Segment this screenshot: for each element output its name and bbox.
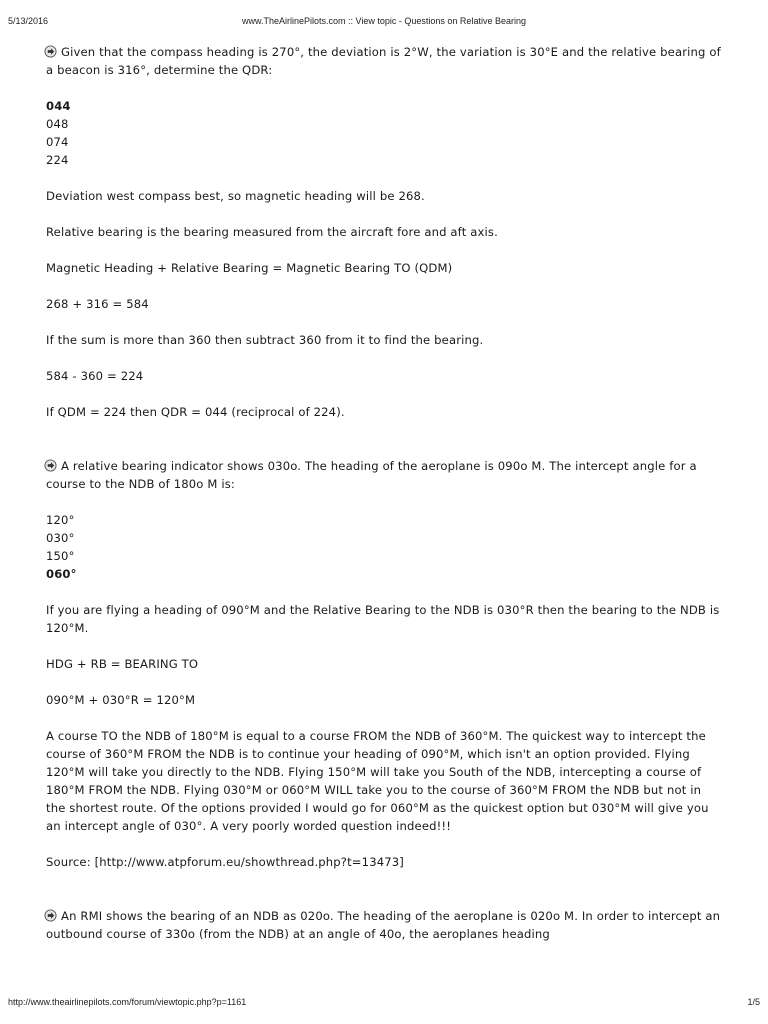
option: 224 <box>46 153 69 167</box>
question-3 <box>46 907 721 943</box>
explanation-line: 090°M + 030°R = 120°M <box>46 693 196 707</box>
source-line: Source: [http://www.atpforum.eu/showthread.php?t=13473] <box>46 855 404 869</box>
option: 150° <box>46 549 75 563</box>
explanation-line: Relative bearing is the bearing measured from the aircraft fore and aft axis. <box>46 225 498 239</box>
post-arrow-icon[interactable] <box>44 909 57 922</box>
question-3-text: An RMI shows the bearing of an NDB as 020o. The heading of the aeroplane is 020o M. In order to intercept an outbound course of 330o (from the NDB) at an angle of 40o, the aeroplanes heading <box>46 909 721 941</box>
page-title: www.TheAirlinePilots.com :: View topic - Questions on Relative Bearing <box>242 16 526 26</box>
post-arrow-icon[interactable] <box>44 459 57 472</box>
option: 030° <box>46 531 75 545</box>
question-1-options <box>46 97 721 169</box>
post-content <box>46 43 721 943</box>
explanation-line: If QDM = 224 then QDR = 044 (reciprocal of 224). <box>46 405 345 419</box>
option: 120° <box>46 513 75 527</box>
explanation-line: Magnetic Heading + Relative Bearing = Magnetic Bearing TO (QDM) <box>46 261 453 275</box>
option-correct: 044 <box>46 99 71 113</box>
explanation-line: HDG + RB = BEARING TO <box>46 657 199 671</box>
option-correct: 060° <box>46 567 77 581</box>
question-1-text: Given that the compass heading is 270°, the deviation is 2°W, the variation is 30°E and the relative bearing of a beacon is 316°, determine the QDR: <box>46 45 721 77</box>
explanation-paragraph: A course TO the NDB of 180°M is equal to a course FROM the NDB of 360°M. The quickest way to intercept the course of 360°M FROM the NDB is to continue your heading of 090°M, which isn't an option provided. Flying 120°M will take you directly to the NDB. Flying 150°M will take you South of the NDB, intercepting a course of 180°M FROM the NDB. Flying 030°M or 060°M WILL take you to the course of 360°M FROM the NDB but not in the shortest route. Of the options provided I would go for 060°M as the quickest option but 030°M will give you an intercept angle of 030°. A very poorly worded question indeed!!! <box>46 729 709 833</box>
option: 074 <box>46 135 69 149</box>
post-arrow-icon[interactable] <box>44 45 57 58</box>
explanation-line: If the sum is more than 360 then subtract 360 from it to find the bearing. <box>46 333 484 347</box>
question-2-options <box>46 511 721 583</box>
page-number: 1/5 <box>747 997 760 1007</box>
explanation-line: 584 - 360 = 224 <box>46 369 144 383</box>
explanation-line: 268 + 316 = 584 <box>46 297 149 311</box>
print-date: 5/13/2016 <box>8 16 49 26</box>
question-2 <box>46 457 721 493</box>
question-2-text: A relative bearing indicator shows 030o. The heading of the aeroplane is 090o M. The intercept angle for a course to the NDB of 180o M is: <box>46 459 697 491</box>
explanation-line: Deviation west compass best, so magnetic heading will be 268. <box>46 189 425 203</box>
page-url: http://www.theairlinepilots.com/forum/viewtopic.php?p=1161 <box>8 997 247 1007</box>
question-1 <box>46 43 721 79</box>
option: 048 <box>46 117 69 131</box>
explanation-line: If you are flying a heading of 090°M and the Relative Bearing to the NDB is 030°R then the bearing to the NDB is 120°M. <box>46 603 720 635</box>
